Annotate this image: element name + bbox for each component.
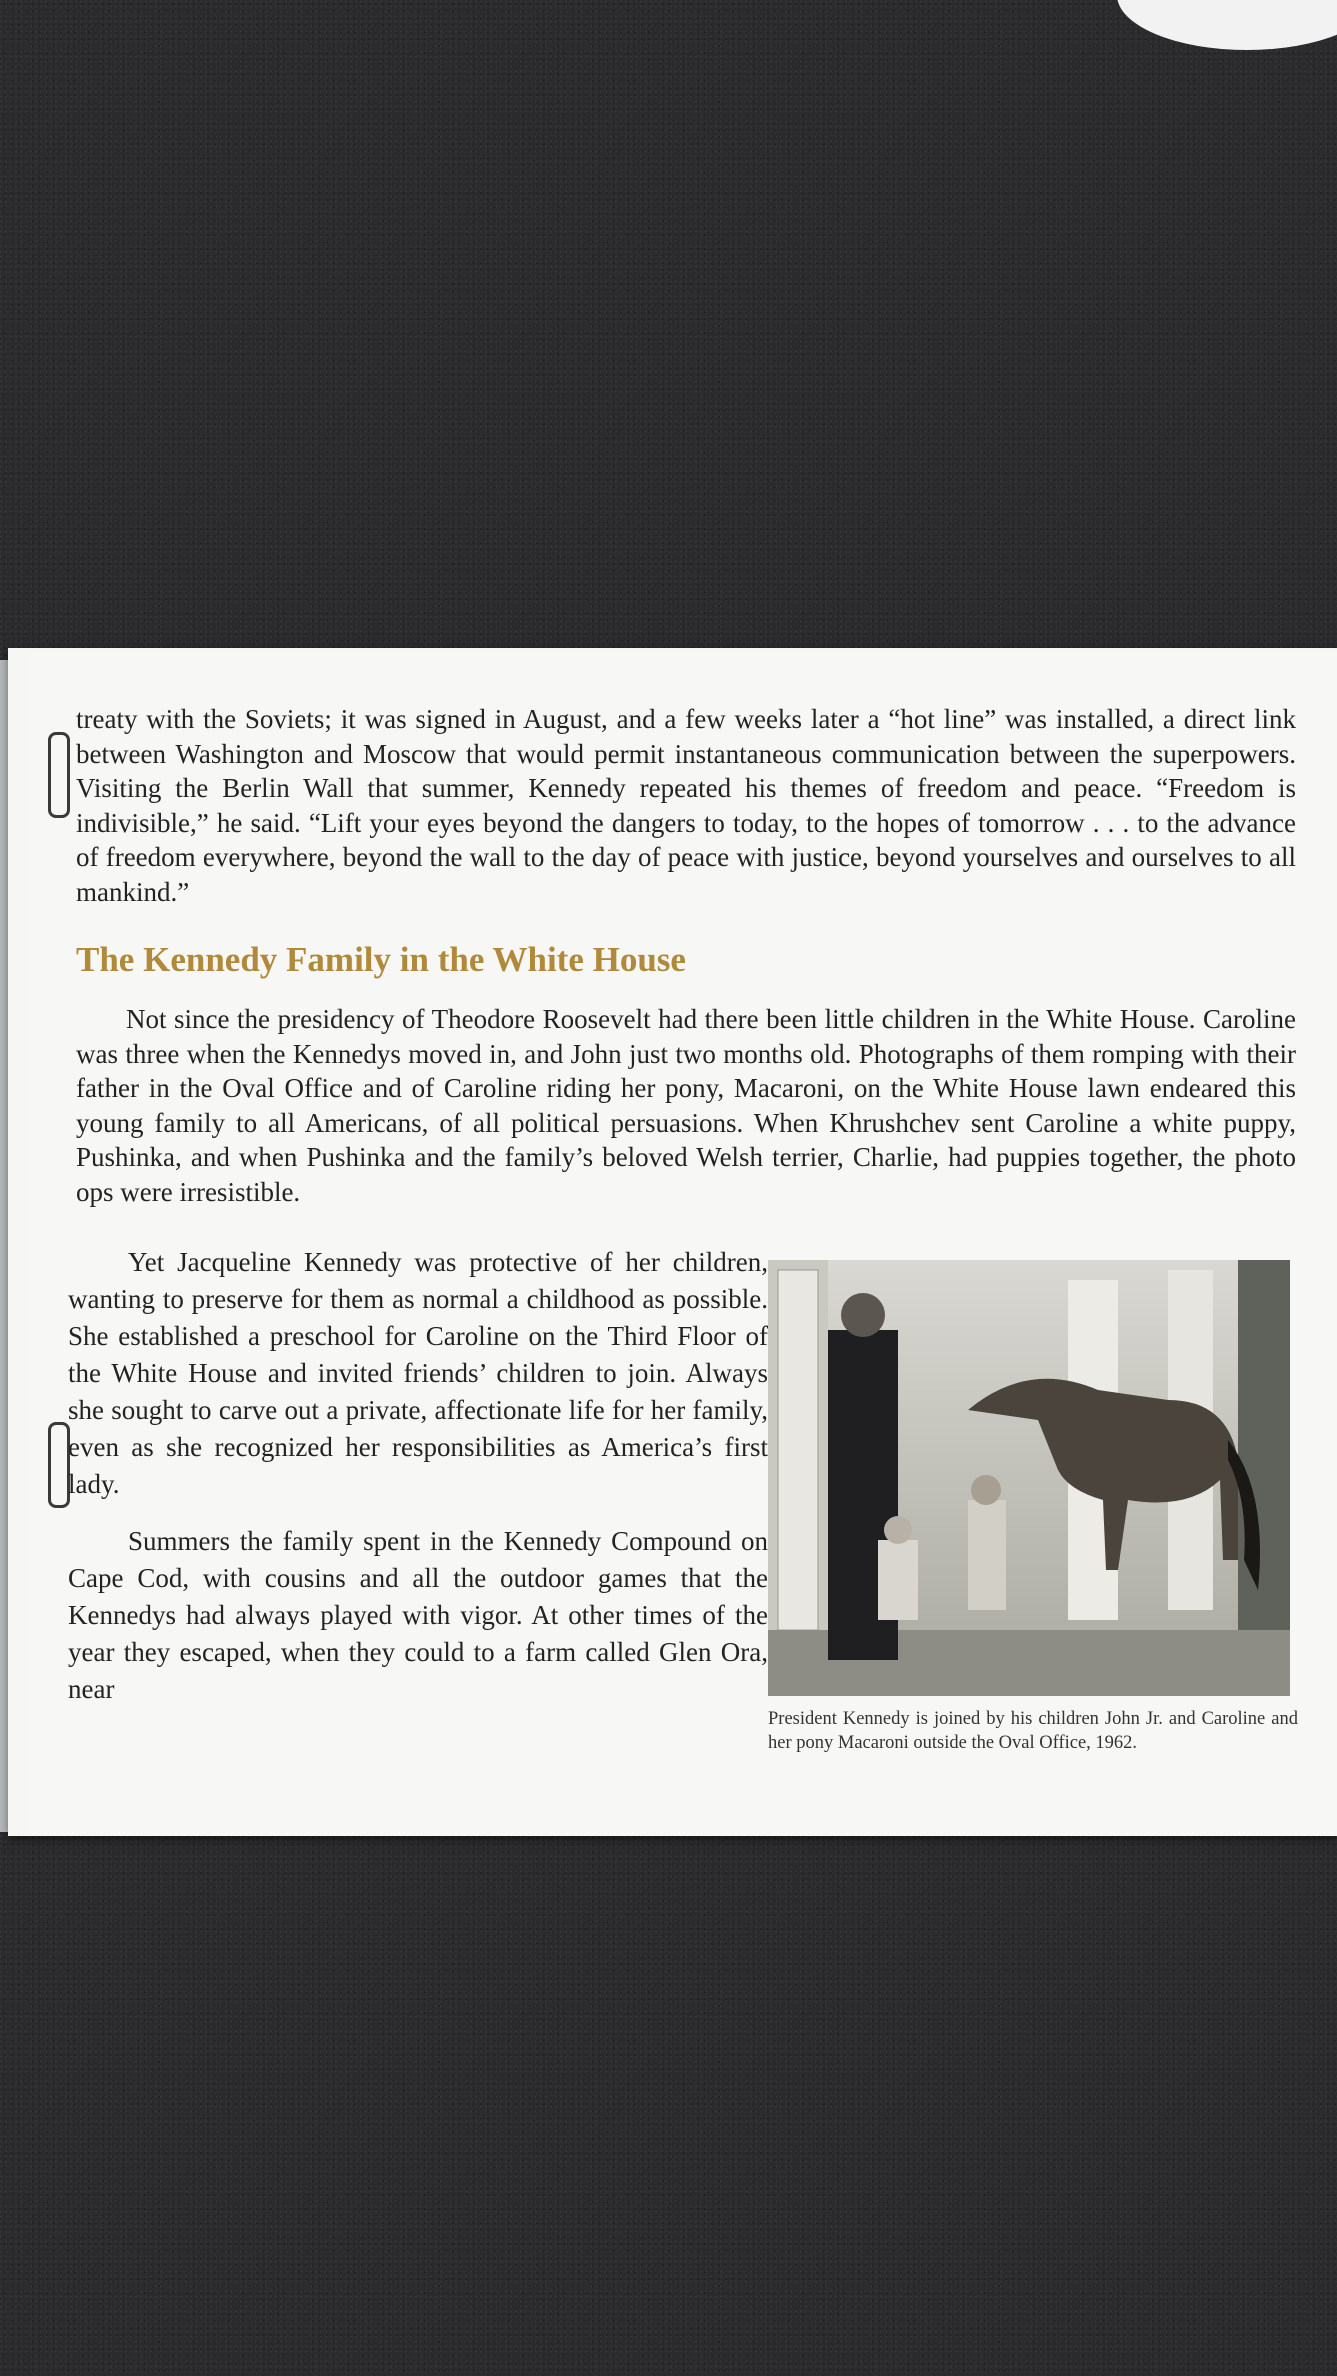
background-object (1117, 0, 1337, 50)
kennedy-family-photo (768, 1260, 1290, 1696)
booklet-page (30, 652, 1337, 1836)
photo-illustration (768, 1260, 1290, 1696)
left-column (68, 1244, 768, 1728)
paragraph-2: Yet Jacqueline Kennedy was protective of her children, wanting to preserve for them as normal a childhood as possible. She established a preschool for Caroline on the Third Floor of the White House and invited friends’ children to join. Always she sought to carve out a private, affectionate life for her family, even as she recognized her responsibilities as America’s first lady. (68, 1247, 768, 1499)
section-heading: The Kennedy Family in the White House (76, 940, 686, 979)
binding-stitch (48, 732, 70, 818)
binding-stitch (48, 1422, 70, 1508)
photo-caption: President Kennedy is joined by his children John Jr. and Caroline and her pony Macaroni outside the Oval Office, 1962. (768, 1709, 1298, 1753)
intro-paragraph (76, 702, 1296, 909)
intro-text: treaty with the Soviets; it was signed in August, and a few weeks later a “hot line” was installed, a direct link between Washington and Moscow that would permit instantaneous communication between the superpowers. Visiting the Berlin Wall that summer, Kennedy repeated his themes of freedom and peace. “Freedom is indivisible,” he said. “Lift your eyes beyond the dangers to today, to the hopes of tomorrow . . . to the advance of freedom everywhere, beyond the wall to the day of peace with justice, beyond yourselves and ourselves to all mankind.” (76, 704, 1296, 907)
paragraph-3: Summers the family spent in the Kennedy Compound on Cape Cod, with cousins and all the outdoor games that the Kennedys had always played with vigor. At other times of the year they escaped, when they could to a farm called Glen Ora, near (68, 1526, 768, 1704)
paragraph-1: Not since the presidency of Theodore Roosevelt had there been little children in the White House. Caroline was three when the Kennedys moved in, and John just two months old. Photographs of them romping with their father in the Oval Office and of Caroline riding her pony, Macaroni, on the White House lawn endeared this young family to all Americans, of all political persuasions. When Khrushchev sent Caroline a white puppy, Pushinka, and when Pushinka and the family’s beloved Welsh terrier, Charlie, had puppies together, the photo ops were irresistible. (76, 1004, 1296, 1207)
paragraph-block-1 (76, 1002, 1296, 1209)
